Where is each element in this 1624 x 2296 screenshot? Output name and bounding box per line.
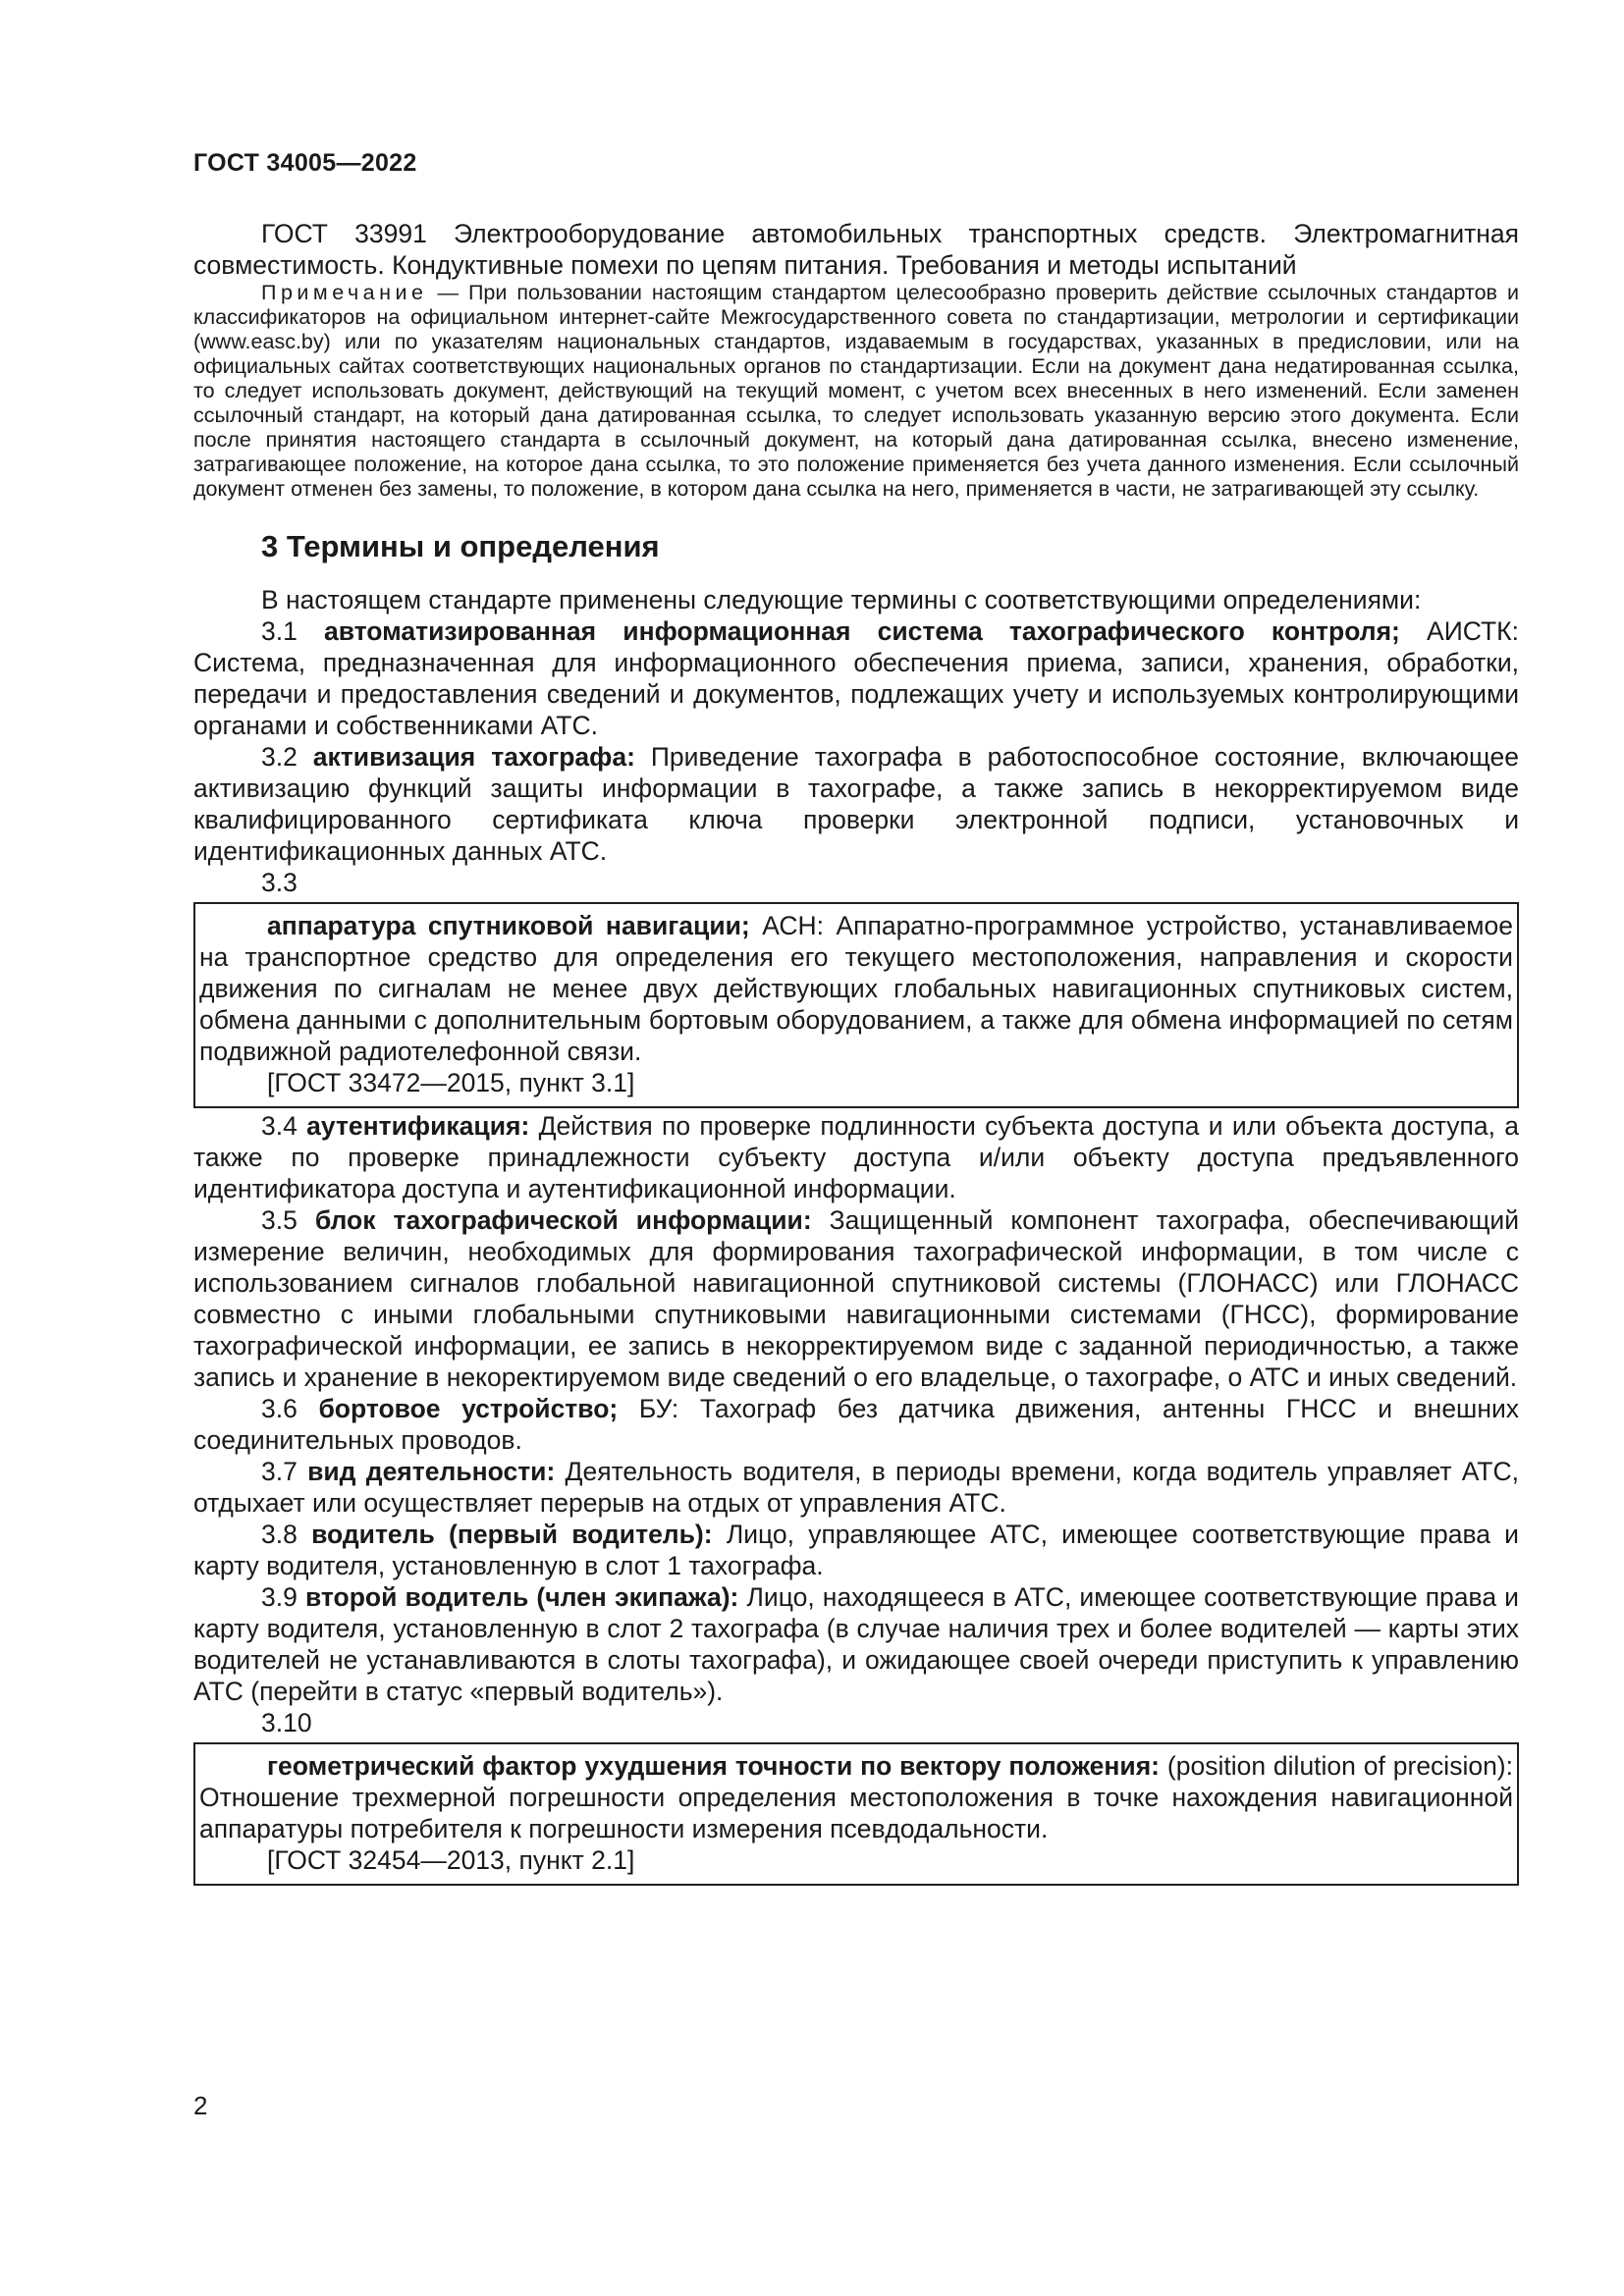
term-number: 3.7 (261, 1457, 308, 1486)
term-number: 3.4 (261, 1111, 307, 1141)
term-3-10-box (193, 1742, 1519, 1886)
term-3-1 (193, 615, 1519, 741)
term-name: блок тахографической информации: (314, 1205, 812, 1235)
term-number: 3.6 (261, 1394, 319, 1423)
term-source: [ГОСТ 32454—2013, пункт 2.1] (267, 1845, 635, 1875)
term-name: второй водитель (член экипажа): (304, 1582, 739, 1612)
note-label: Примечание (261, 281, 428, 304)
normative-references-note (193, 281, 1519, 502)
term-3-9 (193, 1581, 1519, 1707)
term-3-3-box (193, 902, 1519, 1108)
term-definition: БУ: Тахограф без датчика движения, антенны ГНСС и внешних соединительных проводов. (193, 1394, 1520, 1455)
term-definition: Приведение тахографа в работоспособное состояние, включающее активизацию функций защиты информации в тахографе, а также запись в некорректируемом виде квалифицированного сертификата ключа проверки электронной подписи, установочных и идентификационных данных АТС. (193, 742, 1519, 866)
term-definition: АСН: Аппаратно-программное устройство, устанавливаемое на транспортное средство для определения его текущего местоположения, направления и скорости движения по сигналам не менее двух действующих глобальных навигационных спутниковых систем, обмена данными с дополнительным бортовым оборудованием, а также для обмена информацией по сетям подвижной радиотелефонной связи. (199, 911, 1514, 1066)
term-name: активизация тахографа: (312, 742, 635, 772)
term-3-2 (193, 741, 1519, 867)
term-name: аппаратура спутниковой навигации; (267, 911, 750, 940)
term-number: 3.8 (261, 1520, 312, 1549)
term-definition: Лицо, находящееся в АТС, имеющее соответствующие права и карту водителя, установленную в слот 2 тахографа (в случае наличия трех и более водителей — карты этих водителей не устанавливаются в слоты тахографа), и ожидающее своей очереди приступить к управлению АТС (перейти в статус «первый водитель»). (193, 1582, 1519, 1706)
document-header-code: ГОСТ 34005—2022 (193, 149, 417, 177)
term-3-8 (193, 1519, 1519, 1581)
term-number: 3.2 (261, 742, 313, 772)
term-3-10 (195, 1750, 1517, 1844)
term-3-3 (195, 910, 1517, 1067)
term-name: бортовое устройство; (318, 1394, 619, 1423)
reference-item-gost-33991: ГОСТ 33991 Электрооборудование автомобильных транспортных средств. Электромагнитная совместимость. Кондуктивные помехи по цепям питания. Требования и методы испытаний (193, 219, 1519, 280)
term-definition: Деятельность водителя, в периоды времени, когда водитель управляет АТС, отдыхает или осуществляет перерыв на отдых от управления АТС. (193, 1457, 1519, 1518)
term-definition: Лицо, управляющее АТС, имеющее соответствующие права и карту водителя, установленную в слот 1 тахографа. (193, 1520, 1519, 1580)
section-intro: В настоящем стандарте применены следующие термины с соответствующими определениями: (261, 585, 1422, 614)
term-source: [ГОСТ 33472—2015, пункт 3.1] (267, 1068, 635, 1097)
term-3-3-number: 3.3 (261, 868, 298, 897)
term-number: 3.9 (261, 1582, 305, 1612)
term-definition: Защищенный компонент тахографа, обеспечивающий измерение величин, необходимых для формирования тахографической информации, в том числе с использованием сигналов глобальной навигационной спутниковой системы (ГЛОНАСС) или ГЛОНАСС совместно с иными глобальными спутниковыми навигационными системами (ГНСС), формирование тахографической информации, ее запись в некорректируемом виде с заданной периодичностью, а также запись и хранение в некоректируемом виде сведений о его владельце, о тахографе, о АТС и иных сведений. (193, 1205, 1519, 1392)
term-name: автоматизированная информационная система тахографического контроля; (324, 616, 1400, 646)
term-definition: (position dilution of precision): Отношение трехмерной погрешности определения местоположения в точке нахождения навигационной аппаратуры потребителя к погрешности измерения псевдодальности. (199, 1751, 1513, 1843)
term-3-7 (193, 1456, 1519, 1519)
term-definition: АИСТК: Система, предназначенная для информационного обеспечения приема, записи, хранения, обработки, передачи и предоставления сведений и документов, подлежащих учету и используемых контролирующими органами и собственниками АТС. (193, 616, 1519, 740)
term-3-4 (193, 1110, 1519, 1204)
note-text: — При пользовании настоящим стандартом целесообразно проверить действие ссылочных стандартов и классификаторов на официальном интернет-сайте Межгосударственного совета по стандартизации, метрологии и сертификации (www.easc.by) или по указателям национальных стандартов, издаваемым в государствах, указанных в предисловии, или на официальных сайтах соответствующих национальных органов по стандартизации. Если на документ дана недатированная ссылка, то следует использовать документ, действующий на текущий момент, с учетом всех внесенных в него изменений. Если заменен ссылочный стандарт, на который дана датированная ссылка, то следует использовать указанную версию этого документа. Если после принятия настоящего стандарта в ссылочный документ, на который дана датированная ссылка, внесено изменение, затрагивающее положение, на которое дана ссылка, то это положение применяется без учета данного изменения. Если ссылочный документ отменен без замены, то положение, в котором дана ссылка на него, применяется в части, не затрагивающей эту ссылку. (193, 281, 1519, 501)
term-name: аутентификация: (306, 1111, 530, 1141)
term-number: 3.5 (261, 1205, 315, 1235)
term-number: 3.1 (261, 616, 324, 646)
document-body (193, 218, 1519, 1888)
term-3-5 (193, 1204, 1519, 1393)
term-3-6 (193, 1393, 1519, 1456)
page-number: 2 (193, 2091, 208, 2120)
term-name: водитель (первый водитель): (311, 1520, 713, 1549)
term-definition: Действия по проверке подлинности субъекта доступа и или объекта доступа, а также по проверке принадлежности субъекту доступа и/или объекту доступа предъявленного идентификатора доступа и аутентификационной информации. (193, 1111, 1519, 1203)
section-title: 3 Термины и определения (261, 529, 660, 563)
term-name: геометрический фактор ухудшения точности по вектору положения: (267, 1751, 1161, 1781)
term-name: вид деятельности: (307, 1457, 556, 1486)
term-3-10-number: 3.10 (261, 1708, 312, 1737)
